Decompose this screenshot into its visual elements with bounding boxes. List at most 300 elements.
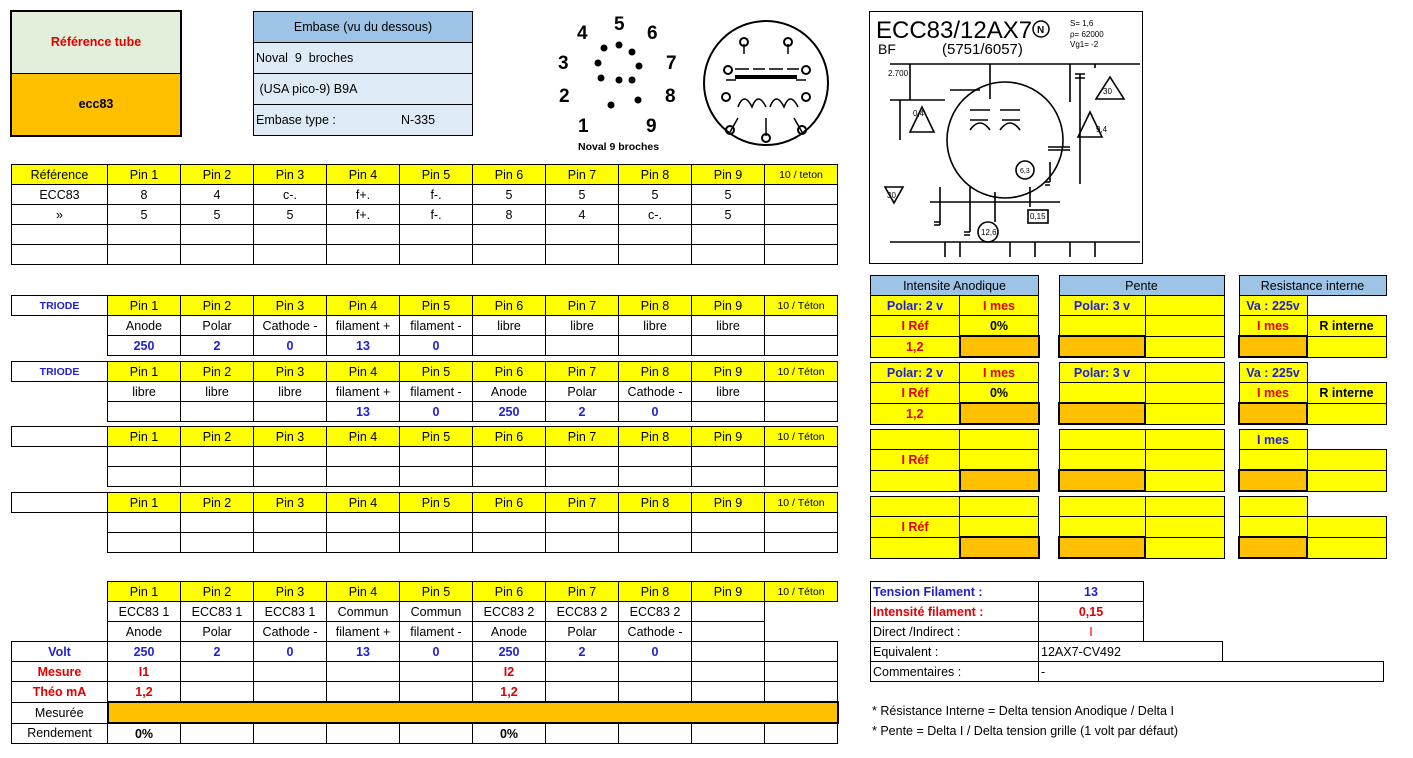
pin-9-header[interactable]: Pin 9 bbox=[692, 296, 765, 316]
cell[interactable] bbox=[254, 402, 327, 422]
cell[interactable] bbox=[765, 225, 838, 245]
cell[interactable] bbox=[181, 467, 254, 487]
cell[interactable]: 4 bbox=[546, 205, 619, 225]
cell[interactable] bbox=[1145, 316, 1224, 337]
cell[interactable]: 8 bbox=[473, 205, 546, 225]
cell[interactable] bbox=[400, 245, 473, 265]
equivalent-label[interactable]: Equivalent : bbox=[871, 642, 1039, 662]
teton-header[interactable]: 10 / Téton bbox=[765, 582, 838, 602]
cell[interactable] bbox=[619, 245, 692, 265]
cell[interactable]: libre bbox=[108, 382, 181, 402]
cell[interactable] bbox=[12, 225, 108, 245]
pin-3-header[interactable]: Pin 3 bbox=[254, 427, 327, 447]
pin-5-header[interactable]: Pin 5 bbox=[400, 493, 473, 513]
cell[interactable]: Commun bbox=[327, 602, 400, 622]
cell[interactable] bbox=[327, 513, 400, 533]
pin-7-header[interactable]: Pin 7 bbox=[546, 582, 619, 602]
pente-input[interactable] bbox=[1059, 403, 1145, 424]
cell[interactable] bbox=[546, 467, 619, 487]
cell[interactable]: 5 bbox=[473, 185, 546, 205]
cell[interactable]: 1,2 bbox=[473, 682, 546, 703]
cell[interactable] bbox=[254, 662, 327, 682]
cell[interactable] bbox=[1059, 497, 1145, 517]
cell[interactable] bbox=[960, 430, 1039, 450]
resistance-input[interactable] bbox=[1239, 470, 1307, 491]
triode-1-label[interactable]: TRIODE bbox=[12, 296, 108, 316]
cell[interactable] bbox=[254, 513, 327, 533]
cell[interactable] bbox=[765, 513, 838, 533]
cell[interactable] bbox=[871, 497, 960, 517]
cell[interactable] bbox=[692, 513, 765, 533]
cell[interactable] bbox=[254, 245, 327, 265]
cell[interactable] bbox=[765, 723, 838, 744]
cell[interactable] bbox=[181, 513, 254, 533]
pin-3-header[interactable]: Pin 3 bbox=[254, 165, 327, 185]
cell[interactable] bbox=[181, 447, 254, 467]
cell[interactable] bbox=[619, 336, 692, 356]
cell[interactable] bbox=[619, 513, 692, 533]
cell[interactable] bbox=[960, 517, 1039, 538]
pin-1-header[interactable]: Pin 1 bbox=[108, 296, 181, 316]
pin-5-header[interactable]: Pin 5 bbox=[400, 165, 473, 185]
cell[interactable]: Polar bbox=[546, 382, 619, 402]
cell[interactable] bbox=[871, 470, 960, 491]
pin-5-header[interactable]: Pin 5 bbox=[400, 362, 473, 382]
cell[interactable] bbox=[546, 723, 619, 744]
embase-line2[interactable]: (USA pico-9) B9A bbox=[254, 74, 472, 105]
pin-9-header[interactable]: Pin 9 bbox=[692, 427, 765, 447]
cell[interactable]: libre bbox=[692, 382, 765, 402]
pin-9-header[interactable]: Pin 9 bbox=[692, 493, 765, 513]
cell[interactable] bbox=[1239, 517, 1307, 538]
cell[interactable]: 250 bbox=[473, 402, 546, 422]
pin-6-header[interactable]: Pin 6 bbox=[473, 493, 546, 513]
reference-tube-value[interactable]: ecc83 bbox=[12, 74, 180, 135]
cell[interactable] bbox=[1145, 450, 1224, 471]
pin-4-header[interactable]: Pin 4 bbox=[327, 582, 400, 602]
pin-9-header[interactable]: Pin 9 bbox=[692, 582, 765, 602]
pct-value[interactable]: 0% bbox=[960, 383, 1039, 404]
cell[interactable] bbox=[765, 533, 838, 553]
cell[interactable] bbox=[400, 225, 473, 245]
cell[interactable] bbox=[181, 723, 254, 744]
cell[interactable]: Cathode - bbox=[619, 382, 692, 402]
direct-indirect-value[interactable]: I bbox=[1039, 622, 1144, 642]
mes-input[interactable] bbox=[960, 470, 1039, 491]
mesuree-input[interactable] bbox=[108, 702, 838, 723]
cell[interactable] bbox=[1145, 296, 1224, 316]
cell[interactable] bbox=[960, 497, 1039, 517]
cell[interactable] bbox=[1145, 517, 1224, 538]
i-mes[interactable]: I mes bbox=[960, 296, 1039, 316]
cell[interactable] bbox=[1307, 336, 1386, 357]
commentaires-label[interactable]: Commentaires : bbox=[871, 662, 1039, 682]
cell[interactable]: Anode bbox=[108, 622, 181, 642]
ref-value[interactable]: 1,2 bbox=[871, 336, 960, 357]
cell[interactable]: Polar bbox=[546, 622, 619, 642]
tension-filament-value[interactable]: 13 bbox=[1039, 582, 1144, 602]
pin-1-header[interactable]: Pin 1 bbox=[108, 165, 181, 185]
pin-1-header[interactable]: Pin 1 bbox=[108, 582, 181, 602]
commentaires-value[interactable]: - bbox=[1039, 662, 1384, 682]
cell[interactable]: 13 bbox=[327, 336, 400, 356]
cell[interactable] bbox=[254, 467, 327, 487]
cell[interactable]: Polar bbox=[181, 622, 254, 642]
cell[interactable]: f-. bbox=[400, 185, 473, 205]
direct-indirect-label[interactable]: Direct /Indirect : bbox=[871, 622, 1039, 642]
cell[interactable] bbox=[1307, 517, 1386, 538]
cell[interactable]: 2 bbox=[181, 336, 254, 356]
pin-7-header[interactable]: Pin 7 bbox=[546, 296, 619, 316]
embase-line1[interactable]: Noval 9 broches bbox=[254, 43, 472, 74]
cell[interactable] bbox=[619, 662, 692, 682]
pin-4-header[interactable]: Pin 4 bbox=[327, 493, 400, 513]
cell[interactable] bbox=[765, 682, 838, 703]
cell[interactable] bbox=[1059, 430, 1145, 450]
resistance-input[interactable] bbox=[1239, 403, 1307, 424]
ref-value[interactable]: 1,2 bbox=[871, 403, 960, 424]
cell[interactable]: libre bbox=[619, 316, 692, 336]
cell[interactable]: ECC83 1 bbox=[254, 602, 327, 622]
pin-6-header[interactable]: Pin 6 bbox=[473, 165, 546, 185]
cell[interactable] bbox=[327, 533, 400, 553]
cell[interactable] bbox=[1145, 430, 1224, 450]
cell[interactable]: 0% bbox=[473, 723, 546, 744]
cell[interactable]: 0 bbox=[400, 336, 473, 356]
r-interne[interactable]: R interne bbox=[1307, 383, 1386, 404]
mes-input[interactable] bbox=[960, 403, 1039, 424]
cell[interactable]: 5 bbox=[108, 205, 181, 225]
cell[interactable] bbox=[181, 245, 254, 265]
mesure-label[interactable]: Mesure bbox=[12, 662, 108, 682]
cell[interactable] bbox=[1059, 517, 1145, 538]
pin-7-header[interactable]: Pin 7 bbox=[546, 362, 619, 382]
pin-8-header[interactable]: Pin 8 bbox=[619, 362, 692, 382]
cell[interactable] bbox=[546, 447, 619, 467]
cell[interactable]: 0 bbox=[400, 402, 473, 422]
embase-title[interactable]: Embase (vu du dessous) bbox=[254, 12, 472, 43]
cell[interactable] bbox=[1239, 497, 1307, 517]
cell[interactable]: ECC83 bbox=[12, 185, 108, 205]
cell[interactable] bbox=[473, 245, 546, 265]
cell[interactable] bbox=[871, 537, 960, 558]
pin-6-header[interactable]: Pin 6 bbox=[473, 296, 546, 316]
cell[interactable] bbox=[181, 533, 254, 553]
cell[interactable]: ECC83 1 bbox=[181, 602, 254, 622]
cell[interactable] bbox=[619, 723, 692, 744]
pin-2-header[interactable]: Pin 2 bbox=[181, 493, 254, 513]
pin-4-header[interactable]: Pin 4 bbox=[327, 165, 400, 185]
mesuree-label[interactable]: Mesurée bbox=[12, 702, 108, 723]
polar-2v[interactable]: Polar: 2 v bbox=[871, 363, 960, 383]
cell[interactable] bbox=[692, 336, 765, 356]
cell[interactable] bbox=[1145, 497, 1224, 517]
pin-2-header[interactable]: Pin 2 bbox=[181, 427, 254, 447]
cell[interactable]: 0 bbox=[400, 642, 473, 662]
cell[interactable]: filament + bbox=[327, 316, 400, 336]
pin-2-header[interactable]: Pin 2 bbox=[181, 296, 254, 316]
polar-2v[interactable]: Polar: 2 v bbox=[871, 296, 960, 316]
cell[interactable] bbox=[546, 682, 619, 703]
resistance-input[interactable] bbox=[1239, 537, 1307, 558]
va-225v[interactable]: Va : 225v bbox=[1239, 296, 1307, 316]
cell[interactable] bbox=[181, 225, 254, 245]
cell[interactable]: libre bbox=[254, 382, 327, 402]
cell[interactable]: 5 bbox=[546, 185, 619, 205]
pin-9-header[interactable]: Pin 9 bbox=[692, 165, 765, 185]
cell[interactable] bbox=[327, 662, 400, 682]
cell[interactable]: ECC83 2 bbox=[619, 602, 692, 622]
cell[interactable] bbox=[765, 447, 838, 467]
cell[interactable]: 0 bbox=[619, 402, 692, 422]
cell[interactable] bbox=[619, 533, 692, 553]
cell[interactable] bbox=[1307, 470, 1386, 491]
cell[interactable] bbox=[692, 682, 765, 703]
pente-input[interactable] bbox=[1059, 537, 1145, 558]
cell[interactable] bbox=[327, 682, 400, 703]
pin-5-header[interactable]: Pin 5 bbox=[400, 296, 473, 316]
pin-2-header[interactable]: Pin 2 bbox=[181, 362, 254, 382]
pin-4-header[interactable]: Pin 4 bbox=[327, 362, 400, 382]
tension-filament-label[interactable]: Tension Filament : bbox=[871, 582, 1039, 602]
r-interne[interactable]: R interne bbox=[1307, 316, 1386, 337]
cell[interactable] bbox=[1307, 537, 1386, 558]
cell[interactable] bbox=[692, 402, 765, 422]
cell[interactable]: libre bbox=[473, 316, 546, 336]
cell[interactable] bbox=[108, 467, 181, 487]
pin-1-header[interactable]: Pin 1 bbox=[108, 493, 181, 513]
intensite-filament-label[interactable]: Intensité filament : bbox=[871, 602, 1039, 622]
cell[interactable]: 5 bbox=[181, 205, 254, 225]
cell[interactable]: filament + bbox=[327, 382, 400, 402]
pin-4-header[interactable]: Pin 4 bbox=[327, 427, 400, 447]
cell[interactable] bbox=[1145, 383, 1224, 404]
cell[interactable] bbox=[765, 336, 838, 356]
pin-7-header[interactable]: Pin 7 bbox=[546, 493, 619, 513]
cell[interactable] bbox=[400, 467, 473, 487]
polar-3v[interactable]: Polar: 3 v bbox=[1059, 363, 1145, 383]
cell[interactable] bbox=[108, 402, 181, 422]
cell[interactable] bbox=[400, 682, 473, 703]
cell[interactable] bbox=[327, 245, 400, 265]
teton-header[interactable]: 10 / Téton bbox=[765, 427, 838, 447]
pin-3-header[interactable]: Pin 3 bbox=[254, 362, 327, 382]
cell[interactable] bbox=[692, 245, 765, 265]
pin-2-header[interactable]: Pin 2 bbox=[181, 165, 254, 185]
i-mes[interactable]: I mes bbox=[960, 363, 1039, 383]
cell[interactable]: 4 bbox=[181, 185, 254, 205]
pin-8-header[interactable]: Pin 8 bbox=[619, 427, 692, 447]
cell[interactable] bbox=[765, 316, 838, 336]
triode-2-label[interactable]: TRIODE bbox=[12, 362, 108, 382]
cell[interactable]: 250 bbox=[108, 642, 181, 662]
cell[interactable]: Anode bbox=[473, 622, 546, 642]
cell[interactable] bbox=[1145, 403, 1224, 424]
cell[interactable] bbox=[692, 622, 765, 642]
cell[interactable] bbox=[108, 447, 181, 467]
cell[interactable] bbox=[765, 205, 838, 225]
cell[interactable]: 2 bbox=[546, 642, 619, 662]
intensite-anodique-header[interactable]: Intensite Anodique bbox=[871, 276, 1039, 296]
i-mes[interactable]: I mes bbox=[1239, 316, 1307, 337]
cell[interactable] bbox=[765, 402, 838, 422]
cell[interactable]: 13 bbox=[327, 402, 400, 422]
i-mes[interactable]: I mes bbox=[1239, 383, 1307, 404]
cell[interactable] bbox=[1145, 363, 1224, 383]
pin-8-header[interactable]: Pin 8 bbox=[619, 165, 692, 185]
i-ref[interactable]: I Réf bbox=[871, 450, 960, 471]
cell[interactable]: Cathode - bbox=[254, 316, 327, 336]
cell[interactable] bbox=[108, 513, 181, 533]
cell[interactable]: Commun bbox=[400, 602, 473, 622]
cell[interactable]: 2 bbox=[546, 402, 619, 422]
resistance-input[interactable] bbox=[1239, 336, 1307, 357]
pin-6-header[interactable]: Pin 6 bbox=[473, 362, 546, 382]
cell[interactable] bbox=[473, 225, 546, 245]
teton-header[interactable]: 10 / Téton bbox=[765, 362, 838, 382]
cell[interactable] bbox=[692, 467, 765, 487]
cell[interactable]: 5 bbox=[692, 185, 765, 205]
pin-1-header[interactable]: Pin 1 bbox=[108, 362, 181, 382]
cell[interactable]: ECC83 2 bbox=[473, 602, 546, 622]
pin-3-header[interactable]: Pin 3 bbox=[254, 582, 327, 602]
cell[interactable]: 0 bbox=[254, 642, 327, 662]
teton-header[interactable]: 10 / Téton bbox=[765, 296, 838, 316]
i-mes[interactable]: I mes bbox=[1239, 430, 1307, 450]
cell[interactable] bbox=[692, 447, 765, 467]
pin-7-header[interactable]: Pin 7 bbox=[546, 165, 619, 185]
pin-2-header[interactable]: Pin 2 bbox=[181, 582, 254, 602]
reference-label[interactable]: Référence bbox=[12, 165, 108, 185]
rendement-label[interactable]: Rendement bbox=[12, 723, 108, 744]
cell[interactable] bbox=[400, 662, 473, 682]
cell[interactable]: 2 bbox=[181, 642, 254, 662]
pin-5-header[interactable]: Pin 5 bbox=[400, 427, 473, 447]
cell[interactable]: 8 bbox=[108, 185, 181, 205]
cell[interactable] bbox=[619, 682, 692, 703]
cell[interactable] bbox=[1059, 450, 1145, 471]
cell[interactable] bbox=[12, 245, 108, 265]
cell[interactable] bbox=[871, 430, 960, 450]
cell[interactable] bbox=[765, 382, 838, 402]
cell[interactable] bbox=[619, 225, 692, 245]
cell[interactable] bbox=[1239, 450, 1307, 471]
cell[interactable]: » bbox=[12, 205, 108, 225]
cell[interactable]: Cathode - bbox=[254, 622, 327, 642]
cell[interactable]: libre bbox=[546, 316, 619, 336]
cell[interactable] bbox=[400, 513, 473, 533]
cell[interactable] bbox=[1145, 537, 1224, 558]
cell[interactable]: I1 bbox=[108, 662, 181, 682]
resistance-interne-header[interactable]: Resistance interne bbox=[1239, 276, 1386, 296]
cell[interactable]: Cathode - bbox=[619, 622, 692, 642]
cell[interactable]: 5 bbox=[692, 205, 765, 225]
cell[interactable] bbox=[1145, 470, 1224, 491]
cell[interactable] bbox=[546, 533, 619, 553]
cell[interactable] bbox=[546, 336, 619, 356]
pin-1-header[interactable]: Pin 1 bbox=[108, 427, 181, 447]
cell[interactable] bbox=[108, 225, 181, 245]
cell[interactable]: 0 bbox=[254, 336, 327, 356]
cell[interactable] bbox=[108, 533, 181, 553]
cell[interactable]: libre bbox=[181, 382, 254, 402]
pin-5-header[interactable]: Pin 5 bbox=[400, 582, 473, 602]
cell[interactable] bbox=[181, 682, 254, 703]
equivalent-value[interactable]: 12AX7-CV492 bbox=[1039, 642, 1223, 662]
cell[interactable] bbox=[327, 467, 400, 487]
pin-3-header[interactable]: Pin 3 bbox=[254, 296, 327, 316]
cell[interactable] bbox=[692, 723, 765, 744]
cell[interactable] bbox=[400, 447, 473, 467]
cell[interactable]: filament - bbox=[400, 316, 473, 336]
i-ref[interactable]: I Réf bbox=[871, 316, 960, 337]
intensite-filament-value[interactable]: 0,15 bbox=[1039, 602, 1144, 622]
cell[interactable]: filament + bbox=[327, 622, 400, 642]
embase-type-row[interactable] bbox=[254, 105, 472, 135]
cell[interactable]: 5 bbox=[254, 205, 327, 225]
cell[interactable] bbox=[327, 723, 400, 744]
cell[interactable]: 1,2 bbox=[108, 682, 181, 703]
cell[interactable]: Anode bbox=[473, 382, 546, 402]
cell[interactable] bbox=[1307, 450, 1386, 471]
i-ref[interactable]: I Réf bbox=[871, 517, 960, 538]
cell[interactable] bbox=[400, 723, 473, 744]
cell[interactable] bbox=[254, 447, 327, 467]
cell[interactable]: 0% bbox=[108, 723, 181, 744]
volt-label[interactable]: Volt bbox=[12, 642, 108, 662]
cell[interactable]: f+. bbox=[327, 205, 400, 225]
cell[interactable] bbox=[327, 447, 400, 467]
cell[interactable] bbox=[619, 467, 692, 487]
teton-header[interactable]: 10 / Téton bbox=[765, 493, 838, 513]
pin-6-header[interactable]: Pin 6 bbox=[473, 427, 546, 447]
cell[interactable]: libre bbox=[692, 316, 765, 336]
pin-8-header[interactable]: Pin 8 bbox=[619, 296, 692, 316]
cell[interactable] bbox=[108, 245, 181, 265]
cell[interactable]: filament - bbox=[400, 622, 473, 642]
pin-6-header[interactable]: Pin 6 bbox=[473, 582, 546, 602]
cell[interactable]: ECC83 2 bbox=[546, 602, 619, 622]
cell[interactable]: Polar bbox=[181, 316, 254, 336]
cell[interactable] bbox=[546, 225, 619, 245]
cell[interactable] bbox=[546, 513, 619, 533]
polar-3v[interactable]: Polar: 3 v bbox=[1059, 296, 1145, 316]
cell[interactable]: 250 bbox=[473, 642, 546, 662]
cell[interactable] bbox=[327, 225, 400, 245]
cell[interactable]: I2 bbox=[473, 662, 546, 682]
cell[interactable] bbox=[473, 336, 546, 356]
cell[interactable]: 0 bbox=[619, 642, 692, 662]
pin-3-header[interactable]: Pin 3 bbox=[254, 493, 327, 513]
reference-tube-title[interactable]: Référence tube bbox=[12, 12, 180, 74]
cell[interactable] bbox=[254, 723, 327, 744]
cell[interactable] bbox=[473, 533, 546, 553]
cell[interactable]: Anode bbox=[108, 316, 181, 336]
cell[interactable] bbox=[546, 662, 619, 682]
cell[interactable]: c-. bbox=[254, 185, 327, 205]
cell[interactable] bbox=[692, 642, 765, 662]
cell[interactable] bbox=[12, 493, 108, 513]
pente-header[interactable]: Pente bbox=[1059, 276, 1224, 296]
cell[interactable] bbox=[254, 533, 327, 553]
cell[interactable] bbox=[1059, 316, 1145, 337]
cell[interactable] bbox=[692, 533, 765, 553]
cell[interactable]: f-. bbox=[400, 205, 473, 225]
pente-input[interactable] bbox=[1059, 336, 1145, 357]
cell[interactable] bbox=[254, 682, 327, 703]
cell[interactable] bbox=[473, 447, 546, 467]
pin-8-header[interactable]: Pin 8 bbox=[619, 493, 692, 513]
